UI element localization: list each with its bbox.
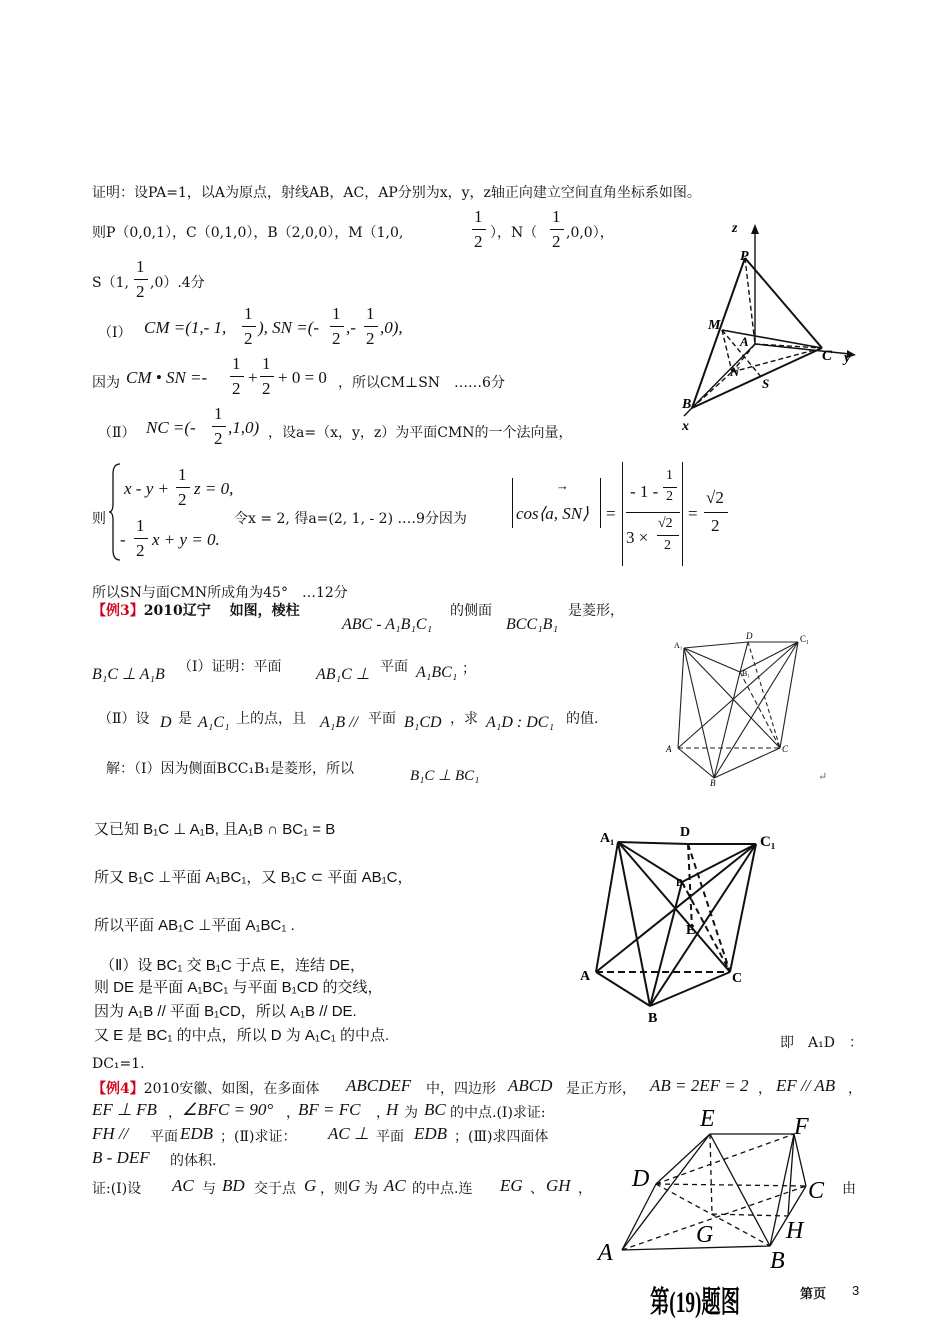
ex3-part2: （Ⅱ）设 <box>98 711 150 727</box>
fig2-label: C <box>782 744 789 754</box>
math-sn3: ,0), <box>380 318 403 337</box>
fig2-label: D <box>746 631 753 641</box>
ex4-eg: EG <box>500 1176 523 1195</box>
ex4-ac: AC <box>384 1176 406 1195</box>
fig1-label: N <box>730 364 740 379</box>
part-2-label: （Ⅱ） <box>98 425 136 441</box>
frac-bar <box>212 426 226 427</box>
frac-half-num: 1 <box>214 404 223 423</box>
frac-bar <box>663 487 677 488</box>
ex3-sol4: 所以平面 AB₁C ⊥平面 A₁BC₁ . <box>94 917 295 934</box>
frac-bar <box>657 535 679 536</box>
fig4-label: H <box>786 1218 804 1244</box>
frac-half-den: 2 <box>232 379 241 398</box>
fig1-label: P <box>740 249 749 264</box>
ex3-plane2: A₁BC₁ <box>416 664 458 681</box>
fig2-label: B <box>710 778 716 788</box>
math-plus: + <box>248 368 258 387</box>
ex3-sol1: 解：（Ⅰ）因为侧面BCC₁B₁是菱形，所以 <box>106 761 355 777</box>
ex3-tail: 是菱形， <box>568 603 624 619</box>
frac-bar <box>134 279 148 280</box>
frac-two: 2 <box>664 538 671 553</box>
frac-num-text: - 1 - <box>630 482 659 501</box>
ex4-tetra: B - DEF <box>92 1148 150 1167</box>
page-number: 3 <box>852 1283 860 1298</box>
fig4-label: E <box>700 1106 715 1132</box>
ex3-sol7: 因为 A₁B // 平面 B₁CD，所以 A₁B // DE. <box>94 1003 357 1020</box>
math-zero: + 0 = 0 <box>278 368 327 387</box>
ex4-mid: 中，四边形 <box>426 1081 496 1097</box>
ex3-onpoint: 上的点，且 <box>236 711 306 727</box>
ex4-by: 由 <box>842 1181 856 1197</box>
ex3-a1c1: A₁C₁ <box>198 714 230 731</box>
eq1b: z = 0, <box>194 479 234 498</box>
ex4-g: G <box>348 1176 361 1195</box>
eq2a: - <box>120 530 126 549</box>
example-3-head: 【例3】2010辽宁 如图，棱柱 <box>92 603 300 619</box>
abs-bar-left <box>622 462 623 566</box>
frac-half-num: 1 <box>136 516 145 535</box>
fig2-label: A₁ <box>674 641 683 650</box>
ex4-plane-word: 平面 <box>376 1129 404 1145</box>
ex4-comma: ， <box>758 1081 772 1097</box>
frac-half-den: 2 <box>552 232 561 251</box>
figure-polyhedron <box>590 1104 834 1324</box>
ex4-fh: FH // <box>92 1124 129 1143</box>
ex4-square: ABCD <box>508 1076 553 1095</box>
ex3-d: D <box>160 714 172 731</box>
math-dot: CM • SN =- <box>126 368 208 387</box>
proof-line-3b: ,0）.4分 <box>150 275 205 291</box>
example-tag: 【例3】 <box>92 603 144 619</box>
fig1-label: y <box>844 350 851 366</box>
ex4-bd: BD <box>222 1176 245 1195</box>
ex3-answer: 即 A₁D ： <box>780 1035 863 1051</box>
frac-bar <box>230 376 244 377</box>
ex3-plane-word2: 平面 <box>368 711 396 727</box>
return-mark-icon: ↵ <box>818 770 828 783</box>
fig3-label: D <box>680 825 691 840</box>
ex4-as: 为 <box>404 1105 418 1121</box>
abs-bar-right <box>682 462 683 566</box>
math-sn2: ,- <box>346 318 356 337</box>
ex4-edb: EDB <box>414 1124 448 1143</box>
frac-half-num: 1 <box>332 304 341 323</box>
frac-bar <box>260 376 274 377</box>
ex4-meet: 交于点 <box>254 1181 296 1197</box>
fig3-label: B₁ <box>676 878 686 889</box>
fig1-label: B <box>682 397 692 412</box>
figure-coordinate-pyramid <box>672 218 872 438</box>
frac-bar <box>472 229 486 230</box>
frac-half-den: 2 <box>136 541 145 560</box>
frac-half-den: 2 <box>178 490 187 509</box>
fig1-label: z <box>732 221 738 236</box>
ex3-sol8: 又 E 是 BC₁ 的中点，所以 D 为 A₁C₁ 的中点. <box>94 1027 390 1044</box>
because-label: 因为 <box>92 375 120 391</box>
let-text: 令x = 2, 得a=(2, 1, - 2) .…9分因为 <box>234 511 467 527</box>
fig3-label: C <box>732 971 743 986</box>
ex4-plane-word: 平面 <box>150 1129 178 1145</box>
fig4-label: D <box>632 1166 650 1192</box>
figure-prism-small <box>662 628 842 788</box>
math-nc: NC =(- <box>146 418 196 437</box>
fig4-label: B <box>770 1248 785 1274</box>
proof-line-1: 证明：设PA=1，以A为原点，射线AB，AC，AP分别为x，y，z轴正向建立空间直角坐标系如图。 <box>92 185 701 201</box>
frac-den-text: 3 × <box>626 528 649 547</box>
result-bar <box>704 512 728 513</box>
ex3-mid: 的侧面 <box>450 603 492 619</box>
fig3-label: E <box>686 923 696 938</box>
abs-bar-left <box>512 478 513 528</box>
eq-sign: = <box>606 504 616 523</box>
frac-half-den: 2 <box>136 282 145 301</box>
ex4-q2: ；(Ⅱ)求证： <box>220 1129 297 1145</box>
cos-expr: cos⟨a, SN⟩ <box>516 504 589 523</box>
part-1-label: （Ⅰ） <box>98 325 132 341</box>
frac-half-num: 1 <box>136 257 145 276</box>
ex4-dun: 、 <box>530 1181 544 1197</box>
fig1-label: A <box>740 334 749 349</box>
ex4-ab: AB = 2EF = 2 <box>650 1076 749 1095</box>
ex3-semicolon: ； <box>462 661 476 677</box>
fig3-label: A₁ <box>600 831 615 846</box>
fig3-label: A <box>580 969 591 984</box>
fig2-label: C₁ <box>800 634 810 644</box>
result-sqrt2: √2 <box>706 488 724 507</box>
ex3-sol6: 则 DE 是平面 A₁BC₁ 与平面 B₁CD 的交线， <box>94 979 383 996</box>
ex3-sol3: 所又 B₁C ⊥平面 A₁BC₁，又 B₁C ⊂ 平面 AB₁C， <box>94 869 413 886</box>
frac-bar <box>330 326 344 327</box>
math-nc2: ,1,0) <box>228 418 260 437</box>
ex4-comma: ， <box>168 1105 182 1121</box>
ex4-then: ，则 <box>320 1181 348 1197</box>
eq1a: x - y + <box>124 479 169 498</box>
fig4-label: G <box>696 1222 714 1248</box>
fig3-label: B <box>648 1011 658 1026</box>
frac-half-den: 2 <box>666 489 673 504</box>
math-sn: ), SN =(- <box>258 318 320 337</box>
ex4-g: G <box>304 1176 317 1195</box>
face-name: BCC₁B₁ <box>506 616 559 633</box>
frac-half-den: 2 <box>214 429 223 448</box>
ex4-comma: ， <box>376 1105 390 1121</box>
sqrt-two: √2 <box>658 516 673 531</box>
ex4-comma: ， <box>578 1181 592 1197</box>
frac-half-num: 1 <box>178 465 187 484</box>
ex3-sol5: （Ⅱ）设 BC₁ 交 B₁C 于点 E，连结 DE， <box>100 957 366 974</box>
ex3-seek: ，求 <box>450 711 478 727</box>
prism-name: ABC - A₁B₁C₁ <box>342 616 433 633</box>
ex3-part1: （Ⅰ）证明：平面 <box>178 659 282 675</box>
ex3-answer-2: DC₁=1. <box>92 1056 145 1072</box>
proof-line-2b: ），N（ <box>490 225 538 241</box>
frac-half-num: 1 <box>552 207 561 226</box>
conclusion: 所以SN与面CMN所成角为45° …12分 <box>92 585 348 601</box>
fig4-caption: 第(19)题图 <box>650 1286 790 1319</box>
frac-bar <box>134 538 148 539</box>
frac-half-num: 1 <box>262 354 271 373</box>
page-footer-label: 第页 <box>800 1286 827 1301</box>
ex4-mid-q1: 的中点.(Ⅰ)求证: <box>450 1105 546 1121</box>
ex3-parallel: A₁B // <box>320 714 358 731</box>
perp-result: ，所以CM⊥SN ……6分 <box>338 375 505 391</box>
example-tag: 【例4】 <box>92 1081 144 1097</box>
ex4-gh: GH <box>546 1176 571 1195</box>
fig2-label: A <box>666 744 672 754</box>
frac-half-den: 2 <box>332 329 341 348</box>
proof-line-2: 则P（0,0,1），C（0,1,0），B（2,0,0），M（1,0, <box>92 225 404 241</box>
math-cm: CM =(1,- 1, <box>144 318 227 337</box>
frac-half-den: 2 <box>474 232 483 251</box>
frac-half-den: 2 <box>366 329 375 348</box>
eq2b: x + y = 0. <box>152 530 220 549</box>
fig4-label: C <box>808 1178 825 1204</box>
frac-bar <box>550 229 564 230</box>
ex3-cond: B₁C ⊥ A₁B <box>92 666 165 683</box>
frac-half-den: 2 <box>262 379 271 398</box>
ex4-is-square: 是正方形， <box>566 1081 636 1097</box>
main-frac-bar <box>626 512 680 513</box>
ex4-edb: EDB <box>180 1124 214 1143</box>
ex4-ac: AC <box>172 1176 194 1195</box>
frac-bar <box>242 326 256 327</box>
ex4-angle: ∠BFC = 90° <box>182 1100 274 1119</box>
normal-vector-text: ，设a=（x，y，z）为平面CMN的一个法向量， <box>268 425 573 441</box>
ex4-q3: ；(Ⅲ)求四面体 <box>454 1129 549 1145</box>
ex4-proof: 证:(Ⅰ)设 <box>92 1181 142 1197</box>
ex4-comma: ， <box>848 1081 862 1097</box>
ex4-bf: BF = FC <box>298 1100 361 1119</box>
ex3-value: 的值. <box>566 711 599 727</box>
figure-prism-large <box>578 820 788 1030</box>
ex4-midpoint: 的中点.连 <box>412 1181 473 1197</box>
ex3-is: 是 <box>178 711 192 727</box>
ex3-b1cd: B₁CD <box>404 714 442 731</box>
abs-bar-right <box>600 478 601 528</box>
fig4-label: A <box>598 1240 613 1266</box>
ex4-as: 为 <box>364 1181 378 1197</box>
proof-line-2c: ,0,0）， <box>566 225 614 241</box>
frac-half-num: 1 <box>244 304 253 323</box>
frac-half-num: 1 <box>474 207 483 226</box>
vector-arrow: → <box>556 478 569 493</box>
ex3-sol2: 又已知 B₁C ⊥ A₁B, 且A₁B ∩ BC₁ = B <box>94 821 336 838</box>
eq-sign: = <box>688 504 698 523</box>
ex4-bc: BC <box>424 1100 446 1119</box>
ex4-perp: EF ⊥ FB <box>92 1100 157 1119</box>
frac-bar <box>364 326 378 327</box>
frac-bar <box>176 487 190 488</box>
ex4-comma: ， <box>286 1105 300 1121</box>
ex4-and: 与 <box>202 1181 216 1197</box>
fig4-label: F <box>794 1114 809 1140</box>
fig2-label: B₁ <box>742 669 751 678</box>
ex3-plane-word: 平面 <box>380 659 408 675</box>
ex4-ac: AC ⊥ <box>328 1124 369 1143</box>
ex4-poly: ABCDEF <box>346 1076 412 1095</box>
proof-line-3a: S（1, <box>92 275 129 291</box>
then-label: 则 <box>92 511 106 527</box>
frac-half-den: 2 <box>244 329 253 348</box>
frac-half-num: 1 <box>666 468 673 483</box>
fig1-label: C <box>822 348 833 364</box>
ex4-h: H <box>386 1100 399 1119</box>
fig1-label: S <box>762 376 770 391</box>
fig3-label: C₁ <box>760 834 776 850</box>
fig1-label: x <box>682 419 689 434</box>
ex4-parallel: EF // AB <box>776 1076 836 1095</box>
ex3-ratio: A₁D : DC₁ <box>486 714 555 731</box>
frac-half-num: 1 <box>366 304 375 323</box>
fig1-label: M <box>708 318 721 333</box>
frac-half-num: 1 <box>232 354 241 373</box>
example-4-head: 【例4】2010安徽、如图，在多面体 <box>92 1081 320 1097</box>
ex4-volume: 的体积. <box>170 1153 217 1169</box>
result-two: 2 <box>711 516 720 535</box>
ex3-sol1-math: B₁C ⊥ BC₁ <box>410 768 480 784</box>
ex3-plane1: AB₁C ⊥ <box>316 666 370 683</box>
